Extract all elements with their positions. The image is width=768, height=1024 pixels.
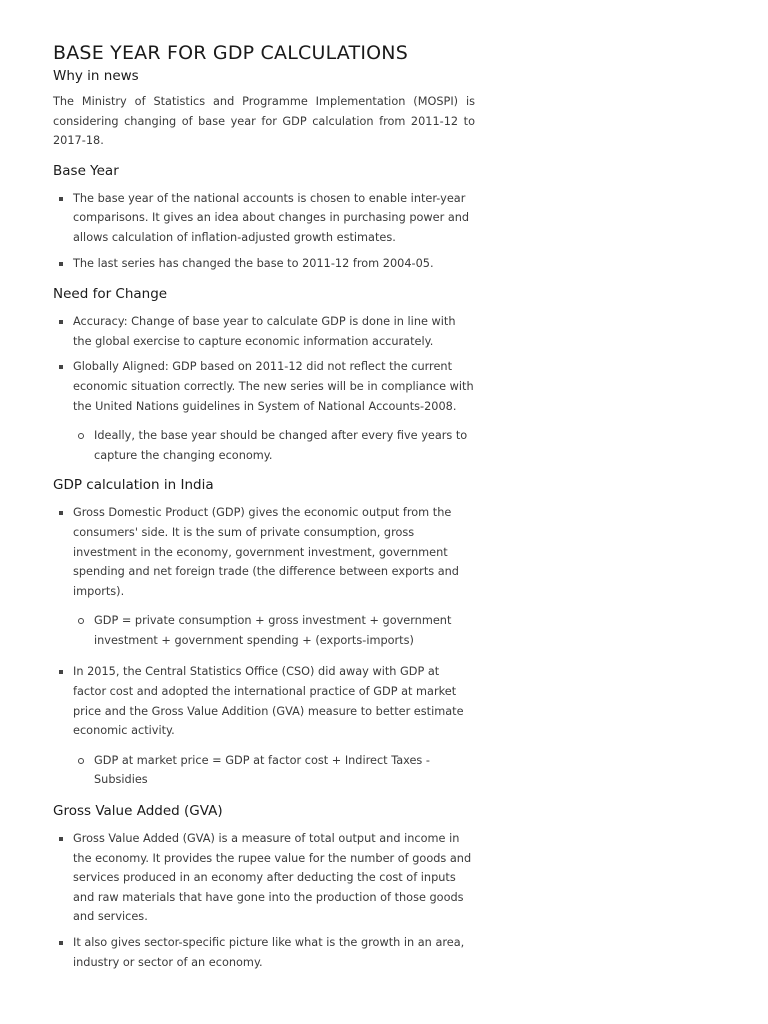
need-for-change-sublist xyxy=(53,426,475,465)
square-bullet-icon xyxy=(59,365,63,369)
list-item xyxy=(53,312,475,351)
sub-list-item-text: GDP at market price = GDP at factor cost + Indirect Taxes - Subsidies xyxy=(94,753,430,787)
list-item-text: Globally Aligned: GDP based on 2011-12 did not reflect the current economic situation correctly. The new series will be in compliance with the United Nations guidelines in System of National Accounts-2008. xyxy=(73,360,474,413)
gdp-calculation-list xyxy=(53,503,475,601)
square-bullet-icon xyxy=(59,197,63,201)
sub-list-item xyxy=(53,426,475,465)
square-bullet-icon xyxy=(59,262,63,266)
square-bullet-icon xyxy=(59,670,63,674)
section-heading-why-in-news: Why in news xyxy=(53,68,139,84)
list-item-text: It also gives sector-specific picture like what is the growth in an area, industry or sector of an economy. xyxy=(73,936,465,969)
gdp-formula-sublist xyxy=(53,611,475,650)
list-item-text: Gross Value Added (GVA) is a measure of total output and income in the economy. It provides the rupee value for the number of goods and services produced in an economy after deducting the cost of inputs and raw materials that have gone into the production of those goods and services. xyxy=(73,832,472,924)
sub-list-item-text: GDP = private consumption + gross investment + government investment + government spending + (exports-imports) xyxy=(94,614,452,647)
sub-list-item-text: Ideally, the base year should be changed after every five years to capture the changing economy. xyxy=(94,429,468,462)
square-bullet-icon xyxy=(59,941,63,945)
square-bullet-icon xyxy=(59,837,63,841)
market-price-formula-sublist xyxy=(53,751,475,790)
list-item xyxy=(53,933,475,972)
section-heading-need-for-change: Need for Change xyxy=(53,286,168,303)
list-item-text: The base year of the national accounts is chosen to enable inter-year comparisons. It gives an idea about changes in purchasing power and allows calculation of inflation-adjusted growth estimates. xyxy=(73,191,470,244)
square-bullet-icon xyxy=(59,511,63,515)
document-title: BASE YEAR FOR GDP CALCULATIONS xyxy=(53,42,408,64)
section-heading-base-year: Base Year xyxy=(53,162,119,179)
square-bullet-icon xyxy=(59,320,63,324)
list-item xyxy=(53,503,475,601)
gdp-calculation-list-continued xyxy=(53,662,475,740)
list-item xyxy=(53,357,475,416)
need-for-change-list xyxy=(53,312,475,416)
list-item xyxy=(53,254,475,274)
list-item-text: The last series has changed the base to 2011-12 from 2004-05. xyxy=(73,256,434,270)
list-item xyxy=(53,189,475,248)
circle-bullet-icon xyxy=(78,618,84,624)
sub-list-item xyxy=(53,611,475,650)
section-heading-gdp-calculation: GDP calculation in India xyxy=(53,477,214,494)
section-heading-gva: Gross Value Added (GVA) xyxy=(53,803,223,820)
circle-bullet-icon xyxy=(78,433,84,439)
gva-list xyxy=(53,829,475,972)
list-item xyxy=(53,662,475,740)
list-item xyxy=(53,829,475,927)
list-item-text: Accuracy: Change of base year to calculate GDP is done in line with the global exercise to capture economic information accurately. xyxy=(73,315,456,348)
list-item-text: Gross Domestic Product (GDP) gives the economic output from the consumers' side. It is the sum of private consumption, gross investment in the economy, government investment, government spending and net foreign trade (the difference between exports and imports). xyxy=(73,506,459,598)
list-item-text: In 2015, the Central Statistics Office (CSO) did away with GDP at factor cost and adopted the international practice of GDP at market price and the Gross Value Addition (GVA) measure to better estimate economic activity. xyxy=(73,665,464,738)
circle-bullet-icon xyxy=(78,758,84,764)
base-year-list xyxy=(53,189,475,273)
document-page xyxy=(53,40,475,972)
sub-list-item xyxy=(53,751,475,790)
why-in-news-paragraph: The Ministry of Statistics and Programme Implementation (MOSPI) is considering changing of base year for GDP calculation from 2011-12 to 2017-18. xyxy=(53,95,475,148)
